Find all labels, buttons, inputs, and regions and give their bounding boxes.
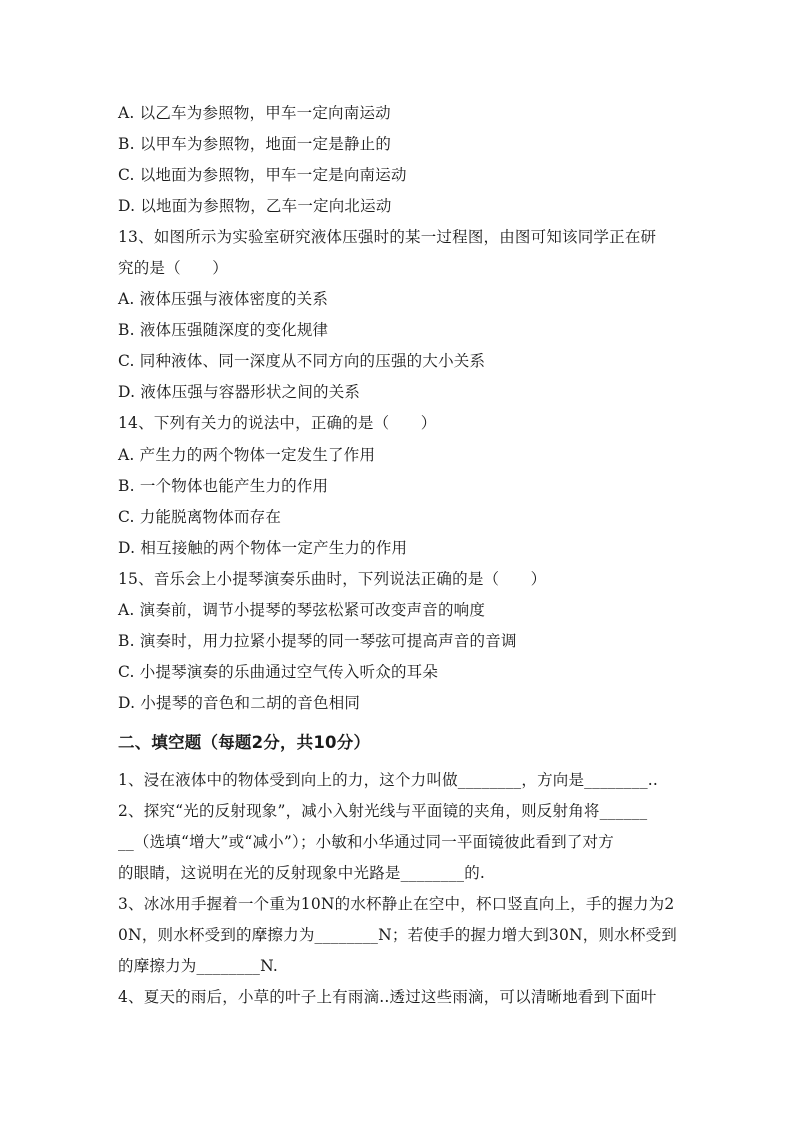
q15-option-c: C. 小提琴演奏的乐曲通过空气传入听众的耳朵: [118, 663, 439, 681]
fill-q4-line1: 4、夏天的雨后，小草的叶子上有雨滴..透过这些雨滴，可以清晰地看到下面叶: [118, 988, 657, 1006]
q14-option-d: D. 相互接触的两个物体一定产生力的作用: [118, 539, 408, 557]
q12-option-a: A. 以乙车为参照物，甲车一定向南运动: [118, 104, 391, 122]
q14-option-b: B. 一个物体也能产生力的作用: [118, 477, 329, 495]
q15-stem: 15、音乐会上小提琴演奏乐曲时，下列说法正确的是（ ）: [118, 570, 547, 588]
q12-option-b: B. 以甲车为参照物，地面一定是静止的: [118, 135, 392, 153]
q14-stem: 14、下列有关力的说法中，正确的是（ ）: [118, 414, 437, 432]
fill-q2-line3: 的眼睛，这说明在光的反射现象中光路是________的.: [118, 864, 486, 882]
fill-q1: 1、浸在液体中的物体受到向上的力，这个力叫做________，方向是________..: [118, 771, 659, 789]
q15-option-a: A. 演奏前，调节小提琴的琴弦松紧可改变声音的响度: [118, 601, 486, 619]
q13-stem-line1: 13、如图所示为实验室研究液体压强时的某一过程图，由图可知该同学正在研: [118, 228, 657, 246]
q13-stem-line2: 究的是（ ）: [118, 259, 228, 277]
q12-option-c: C. 以地面为参照物，甲车一定是向南运动: [118, 166, 407, 184]
q14-option-a: A. 产生力的两个物体一定发生了作用: [118, 446, 376, 464]
fill-q2-line2: __（选填“增大”或“减小”）；小敏和小华通过同一平面镜彼此看到了对方: [118, 833, 614, 851]
q15-option-d: D. 小提琴的音色和二胡的音色相同: [118, 694, 361, 712]
fill-q3-line1: 3、冰冰用手握着一个重为10N的水杯静止在空中，杯口竖直向上，手的握力为2: [118, 895, 675, 913]
q13-option-a: A. 液体压强与液体密度的关系: [118, 290, 329, 308]
q14-option-c: C. 力能脱离物体而存在: [118, 508, 282, 526]
section-heading-fill-in: 二、填空题（每题2分，共10分）: [118, 733, 371, 752]
fill-q3-line3: 的摩擦力为________N.: [118, 957, 278, 975]
q13-option-d: D. 液体压强与容器形状之间的关系: [118, 383, 361, 401]
fill-q2-line1: 2、探究“光的反射现象”，减小入射光线与平面镜的夹角，则反射角将______: [118, 802, 648, 820]
fill-q3-line2: 0N，则水杯受到的摩擦力为________N；若使手的握力增大到30N，则水杯受到: [118, 926, 677, 944]
q13-option-c: C. 同种液体、同一深度从不同方向的压强的大小关系: [118, 352, 486, 370]
q13-option-b: B. 液体压强随深度的变化规律: [118, 321, 329, 339]
q12-option-d: D. 以地面为参照物，乙车一定向北运动: [118, 197, 392, 215]
q15-option-b: B. 演奏时，用力拉紧小提琴的同一琴弦可提高声音的音调: [118, 632, 517, 650]
